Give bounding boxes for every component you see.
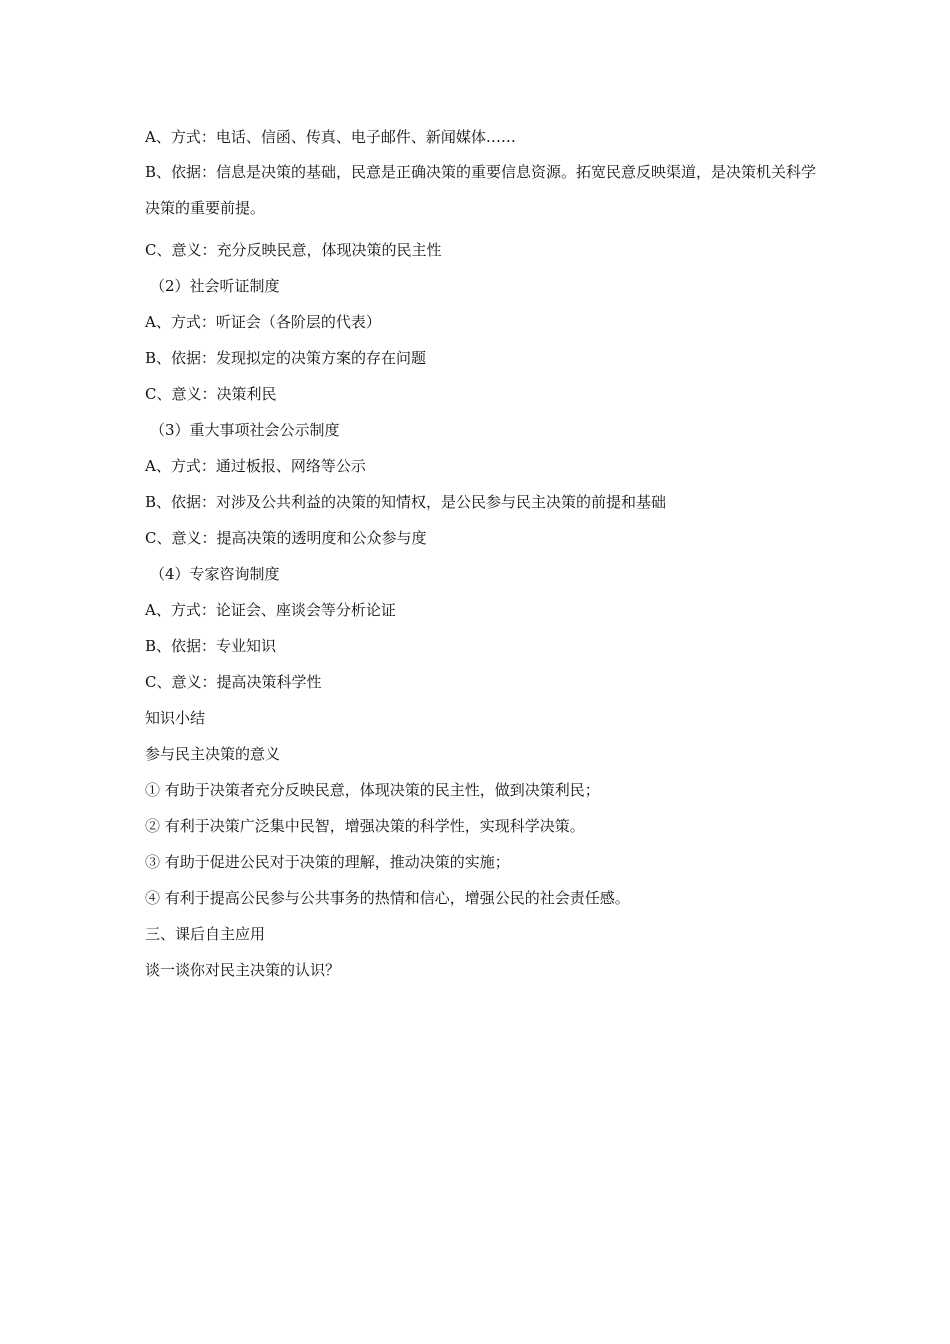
text-paragraph: B、依据：信息是决策的基础，民意是正确决策的重要信息资源。拓宽民意反映渠道，是决策机关科学决策的重要前提。 <box>145 163 817 217</box>
text-line: B、依据：对涉及公共利益的决策的知情权，是公民参与民主决策的前提和基础 <box>145 493 667 511</box>
section-title: 三、课后自主应用 <box>145 925 266 943</box>
text-line: B、依据：专业知识 <box>145 637 277 655</box>
section-heading: （4）专家咨询制度 <box>150 565 280 583</box>
text-line: C、意义：决策利民 <box>145 385 277 403</box>
text-line: A、方式：论证会、座谈会等分析论证 <box>145 601 396 619</box>
text-line: A、方式：电话、信函、传真、电子邮件、新闻媒体…… <box>145 128 516 146</box>
summary-subheading: 参与民主决策的意义 <box>145 745 281 763</box>
text-line: C、意义：提高决策的透明度和公众参与度 <box>145 529 427 547</box>
section-heading: （2）社会听证制度 <box>150 277 280 295</box>
section-heading: （3）重大事项社会公示制度 <box>150 421 340 439</box>
list-item: ④ 有利于提高公民参与公共事务的热情和信心，增强公民的社会责任感。 <box>145 889 630 907</box>
text-line: A、方式：听证会（各阶层的代表） <box>145 313 381 331</box>
list-item: ① 有助于决策者充分反映民意，体现决策的民主性，做到决策利民； <box>145 781 600 799</box>
question-text: 谈一谈你对民主决策的认识？ <box>145 961 341 979</box>
text-line: A、方式：通过板报、网络等公示 <box>145 457 366 475</box>
text-line: C、意义：提高决策科学性 <box>145 673 322 691</box>
text-line: C、意义：充分反映民意，体现决策的民主性 <box>145 241 442 259</box>
text-line: B、依据：发现拟定的决策方案的存在问题 <box>145 349 427 367</box>
list-item: ② 有利于决策广泛集中民智，增强决策的科学性，实现科学决策。 <box>145 817 585 835</box>
list-item: ③ 有助于促进公民对于决策的理解，推动决策的实施； <box>145 853 510 871</box>
summary-heading: 知识小结 <box>145 709 206 727</box>
